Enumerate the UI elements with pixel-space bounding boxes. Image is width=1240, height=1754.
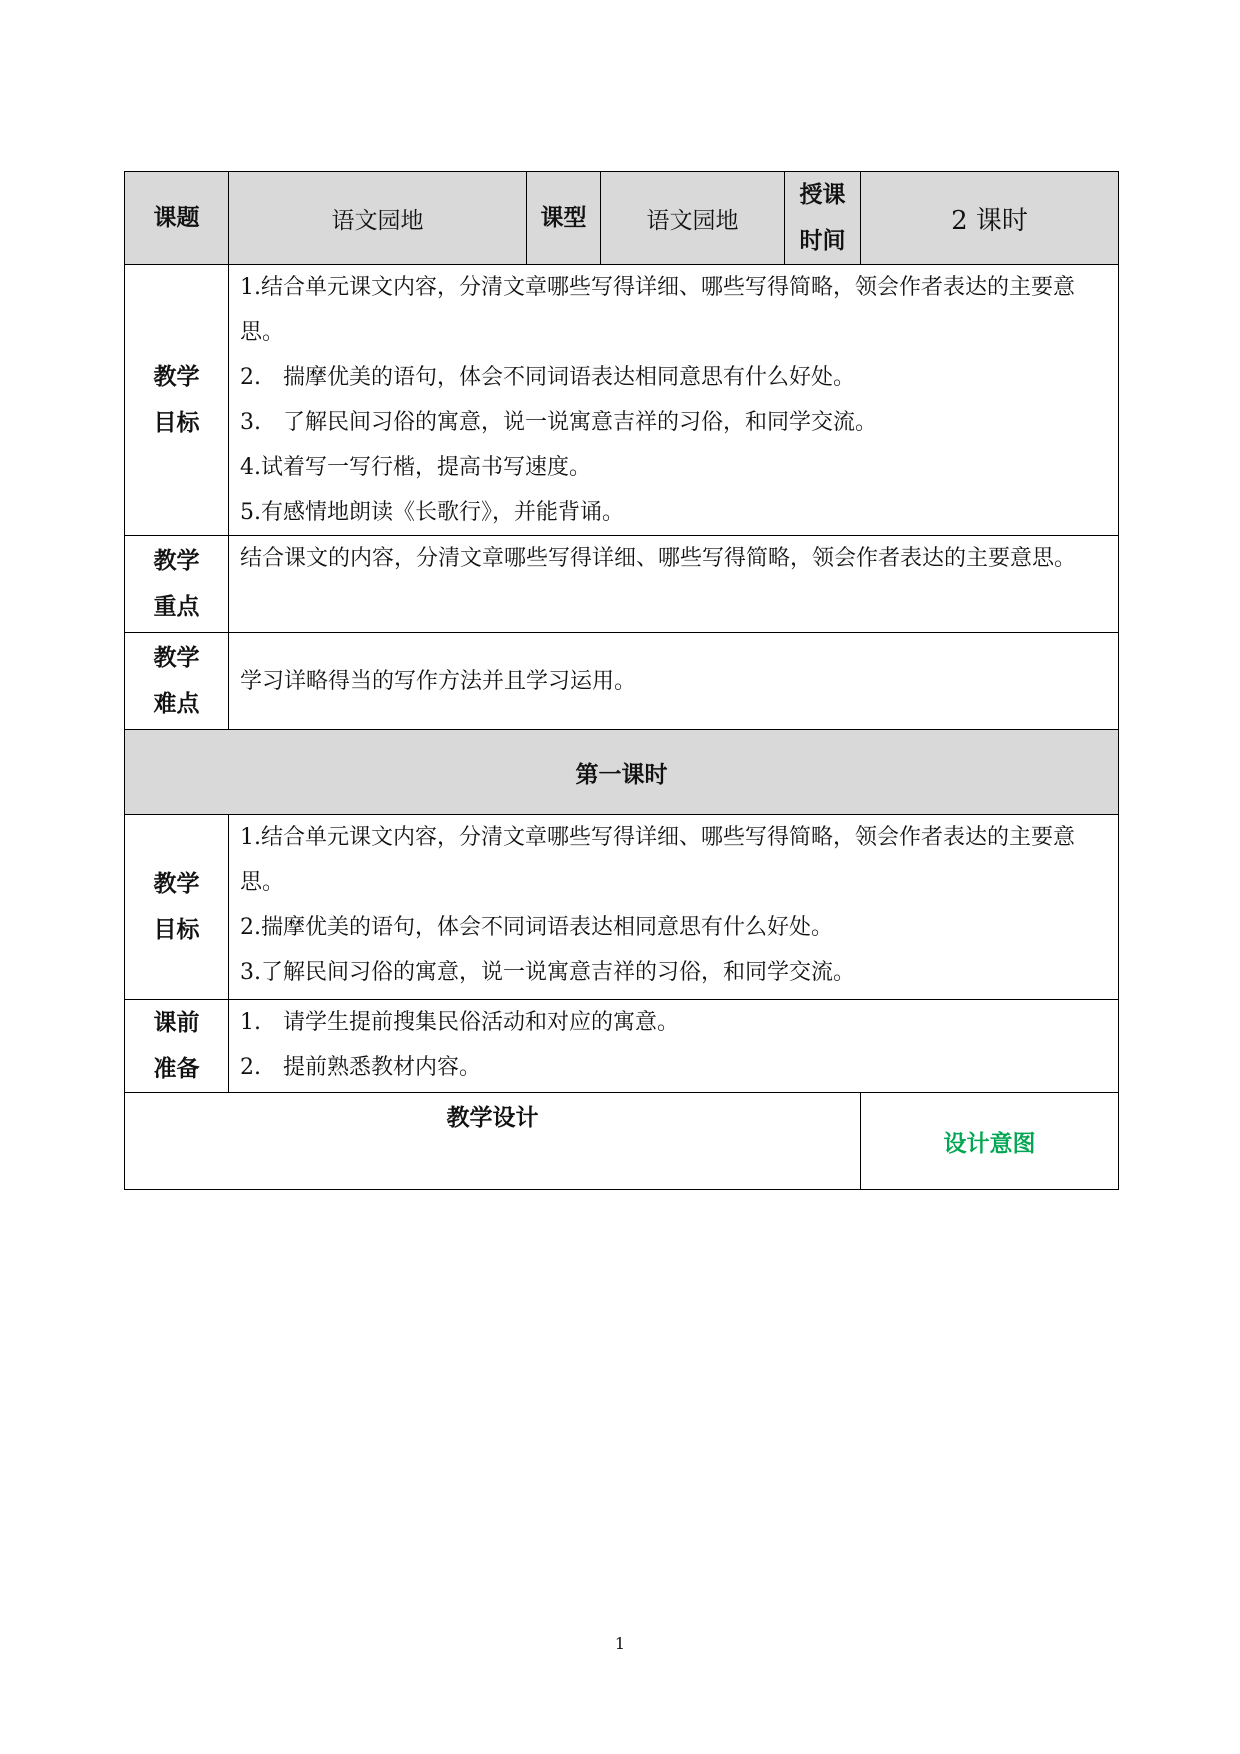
header-row xyxy=(125,172,1119,265)
section-title: 第一课时 xyxy=(125,730,1119,815)
key-points-content xyxy=(229,536,1119,633)
topic-value: 语文园地 xyxy=(229,172,527,265)
goals-label-line2: 目标 xyxy=(153,410,200,436)
lesson-plan-table xyxy=(124,171,1119,1190)
page-number: 1 xyxy=(614,1634,626,1653)
key-points-label-line2: 重点 xyxy=(153,594,200,620)
goals-row xyxy=(125,265,1119,536)
preparation-label-line2: 准备 xyxy=(153,1056,200,1082)
goals-label-line1: 教学 xyxy=(153,364,200,390)
lesson-goal-item: 2.揣摩优美的语句，体会不同词语表达相同意思有什么好处。 xyxy=(240,915,833,940)
goals-content xyxy=(229,265,1119,536)
design-intent-heading: 设计意图 xyxy=(861,1093,1119,1190)
preparation-content xyxy=(229,1000,1119,1093)
lesson-goals-label-line1: 教学 xyxy=(153,871,200,897)
hours-value: 2 课时 xyxy=(861,172,1119,265)
lesson-goal-item: 1.结合单元课文内容，分清文章哪些写得详细、哪些写得简略，领会作者表达的主要意思。 xyxy=(240,825,1075,895)
lesson-goals-row xyxy=(125,815,1119,1000)
section-row xyxy=(125,730,1119,815)
hours-label-line2: 时间 xyxy=(799,228,846,254)
teaching-design-heading: 教学设计 xyxy=(125,1093,861,1190)
goal-item: 3. 了解民间习俗的寓意，说一说寓意吉祥的习俗，和同学交流。 xyxy=(240,410,877,435)
goal-item: 4.试着写一写行楷，提高书写速度。 xyxy=(240,455,591,480)
goal-item: 5.有感情地朗读《长歌行》，并能背诵。 xyxy=(240,500,624,525)
key-points-label xyxy=(125,536,229,633)
key-points-row xyxy=(125,536,1119,633)
preparation-label xyxy=(125,1000,229,1093)
type-value: 语文园地 xyxy=(601,172,785,265)
lesson-goal-item: 3.了解民间习俗的寓意，说一说寓意吉祥的习俗，和同学交流。 xyxy=(240,960,855,985)
preparation-item: 1. 请学生提前搜集民俗活动和对应的寓意。 xyxy=(240,1010,679,1035)
preparation-label-line1: 课前 xyxy=(153,1010,200,1036)
goals-label xyxy=(125,265,229,536)
goal-item: 2. 揣摩优美的语句，体会不同词语表达相同意思有什么好处。 xyxy=(240,365,855,390)
difficulties-label xyxy=(125,633,229,730)
difficulties-text: 学习详略得当的写作方法并且学习运用。 xyxy=(240,668,637,694)
difficulties-content xyxy=(229,633,1119,730)
preparation-row xyxy=(125,1000,1119,1093)
hours-label xyxy=(785,172,861,265)
lesson-goals-content xyxy=(229,815,1119,1000)
lesson-goals-label-line2: 目标 xyxy=(153,917,200,943)
hours-label-line1: 授课 xyxy=(799,182,846,208)
difficulties-row xyxy=(125,633,1119,730)
design-row xyxy=(125,1093,1119,1190)
lesson-goals-label xyxy=(125,815,229,1000)
topic-label: 课题 xyxy=(125,172,229,265)
goal-item: 1.结合单元课文内容，分清文章哪些写得详细、哪些写得简略，领会作者表达的主要意思。 xyxy=(240,275,1075,345)
key-points-text: 结合课文的内容，分清文章哪些写得详细、哪些写得简略，领会作者表达的主要意思。 xyxy=(240,546,1077,571)
preparation-item: 2. 提前熟悉教材内容。 xyxy=(240,1055,481,1080)
key-points-label-line1: 教学 xyxy=(153,548,200,574)
type-label: 课型 xyxy=(527,172,601,265)
difficulties-label-line2: 难点 xyxy=(153,691,200,717)
difficulties-label-line1: 教学 xyxy=(153,645,200,671)
